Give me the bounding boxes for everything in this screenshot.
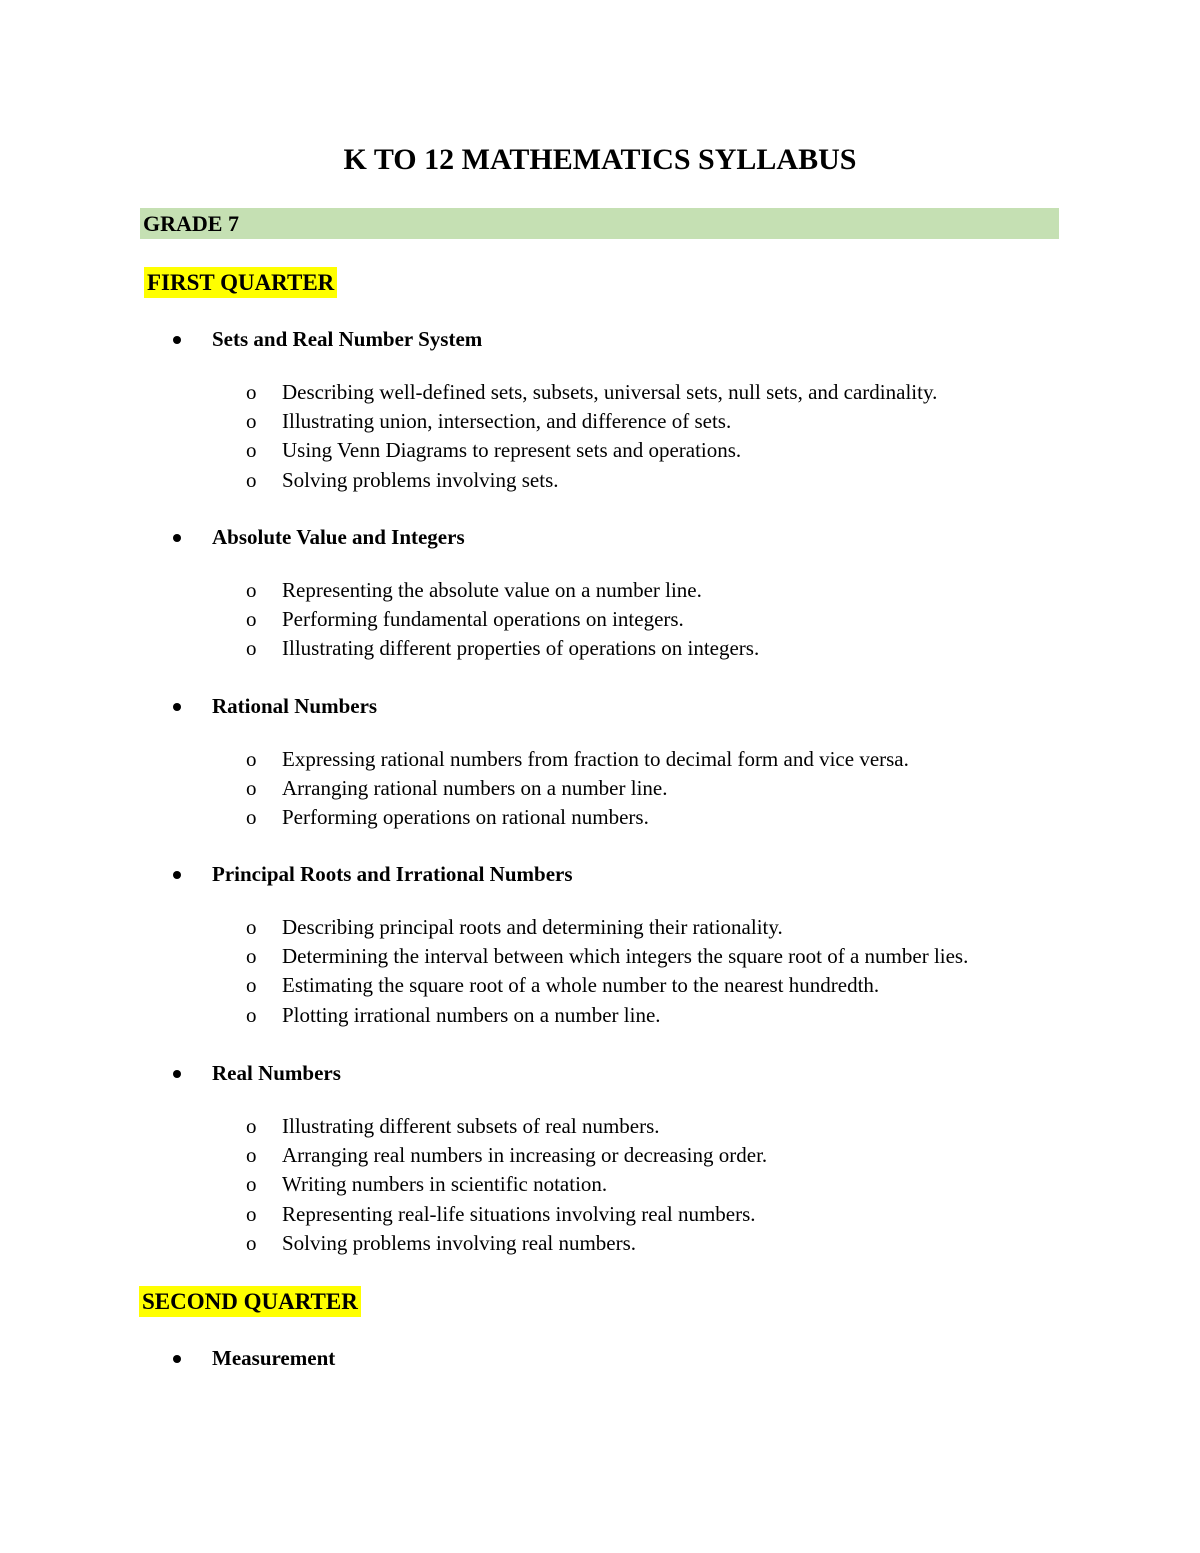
list-item: o Expressing rational numbers from fraction to decimal form and vice versa. <box>0 745 1200 774</box>
hollow-bullet-icon: o <box>246 973 257 998</box>
list-item: o Performing fundamental operations on integers. <box>0 605 1200 634</box>
topic-title: Principal Roots and Irrational Numbers <box>212 862 573 886</box>
first-quarter-heading: FIRST QUARTER <box>144 267 337 298</box>
bullet-icon <box>173 336 181 344</box>
list-item: o Illustrating different subsets of real numbers. <box>0 1112 1200 1141</box>
topic-title: Rational Numbers <box>212 694 378 718</box>
list-item: o Representing real-life situations involving real numbers. <box>0 1200 1200 1229</box>
hollow-bullet-icon: o <box>246 747 257 771</box>
hollow-bullet-icon: o <box>246 438 257 463</box>
bullet-icon <box>173 1070 181 1078</box>
bullet-icon <box>173 703 181 711</box>
list-item: o Estimating the square root of a whole number to the nearest hundredth. <box>0 971 1200 1000</box>
list-item: o Describing well-defined sets, subsets, universal sets, null sets, and cardinality. <box>0 378 1200 407</box>
list-item: o Determining the interval between which integers the square root of a number lies. <box>0 942 1200 971</box>
hollow-bullet-icon: o <box>246 578 257 602</box>
hollow-bullet-icon: o <box>246 380 257 404</box>
hollow-bullet-icon: o <box>246 805 257 830</box>
hollow-bullet-icon: o <box>246 915 257 939</box>
topic-rational-numbers <box>0 691 1200 833</box>
hollow-bullet-icon: o <box>246 607 257 632</box>
hollow-bullet-icon: o <box>246 636 257 661</box>
list-item: o Solving problems involving real numbers. <box>0 1229 1200 1258</box>
list-item: o Describing principal roots and determining their rationality. <box>0 913 1200 942</box>
list-item: o Illustrating union, intersection, and difference of sets. <box>0 407 1200 436</box>
hollow-bullet-icon: o <box>246 1143 257 1168</box>
hollow-bullet-icon: o <box>246 409 257 434</box>
topic-principal-roots-and-irrational-numbers <box>0 859 1200 1030</box>
list-item: o Writing numbers in scientific notation. <box>0 1170 1200 1199</box>
hollow-bullet-icon: o <box>246 1114 257 1138</box>
topic-title: Absolute Value and Integers <box>212 525 465 549</box>
list-item: o Arranging real numbers in increasing or decreasing order. <box>0 1141 1200 1170</box>
topic-measurement <box>0 1343 1200 1373</box>
hollow-bullet-icon: o <box>246 1201 257 1226</box>
bullet-icon <box>173 1355 181 1363</box>
topic-real-numbers <box>0 1058 1200 1258</box>
grade-heading: GRADE 7 <box>140 208 1059 239</box>
bullet-icon <box>173 871 181 879</box>
hollow-bullet-icon: o <box>246 1230 257 1255</box>
list-item: o Using Venn Diagrams to represent sets and operations. <box>0 436 1200 465</box>
topic-title: Measurement <box>212 1346 336 1370</box>
hollow-bullet-icon: o <box>246 776 257 801</box>
list-item: o Plotting irrational numbers on a number line. <box>0 1001 1200 1030</box>
topic-title: Sets and Real Number System <box>212 327 483 351</box>
hollow-bullet-icon: o <box>246 944 257 969</box>
hollow-bullet-icon: o <box>246 1172 257 1197</box>
page-title: K TO 12 MATHEMATICS SYLLABUS <box>343 143 857 176</box>
list-item: o Arranging rational numbers on a number line. <box>0 774 1200 803</box>
bullet-icon <box>173 534 181 542</box>
topic-title: Real Numbers <box>212 1061 341 1085</box>
second-quarter-heading: SECOND QUARTER <box>139 1286 361 1317</box>
topic-absolute-value-and-integers <box>0 522 1200 664</box>
hollow-bullet-icon: o <box>246 467 257 492</box>
list-item: o Solving problems involving sets. <box>0 466 1200 495</box>
list-item: o Representing the absolute value on a number line. <box>0 576 1200 605</box>
list-item: o Illustrating different properties of operations on integers. <box>0 634 1200 663</box>
hollow-bullet-icon: o <box>246 1002 257 1027</box>
list-item: o Performing operations on rational numbers. <box>0 803 1200 832</box>
topic-sets-and-real-number-system <box>0 324 1200 495</box>
